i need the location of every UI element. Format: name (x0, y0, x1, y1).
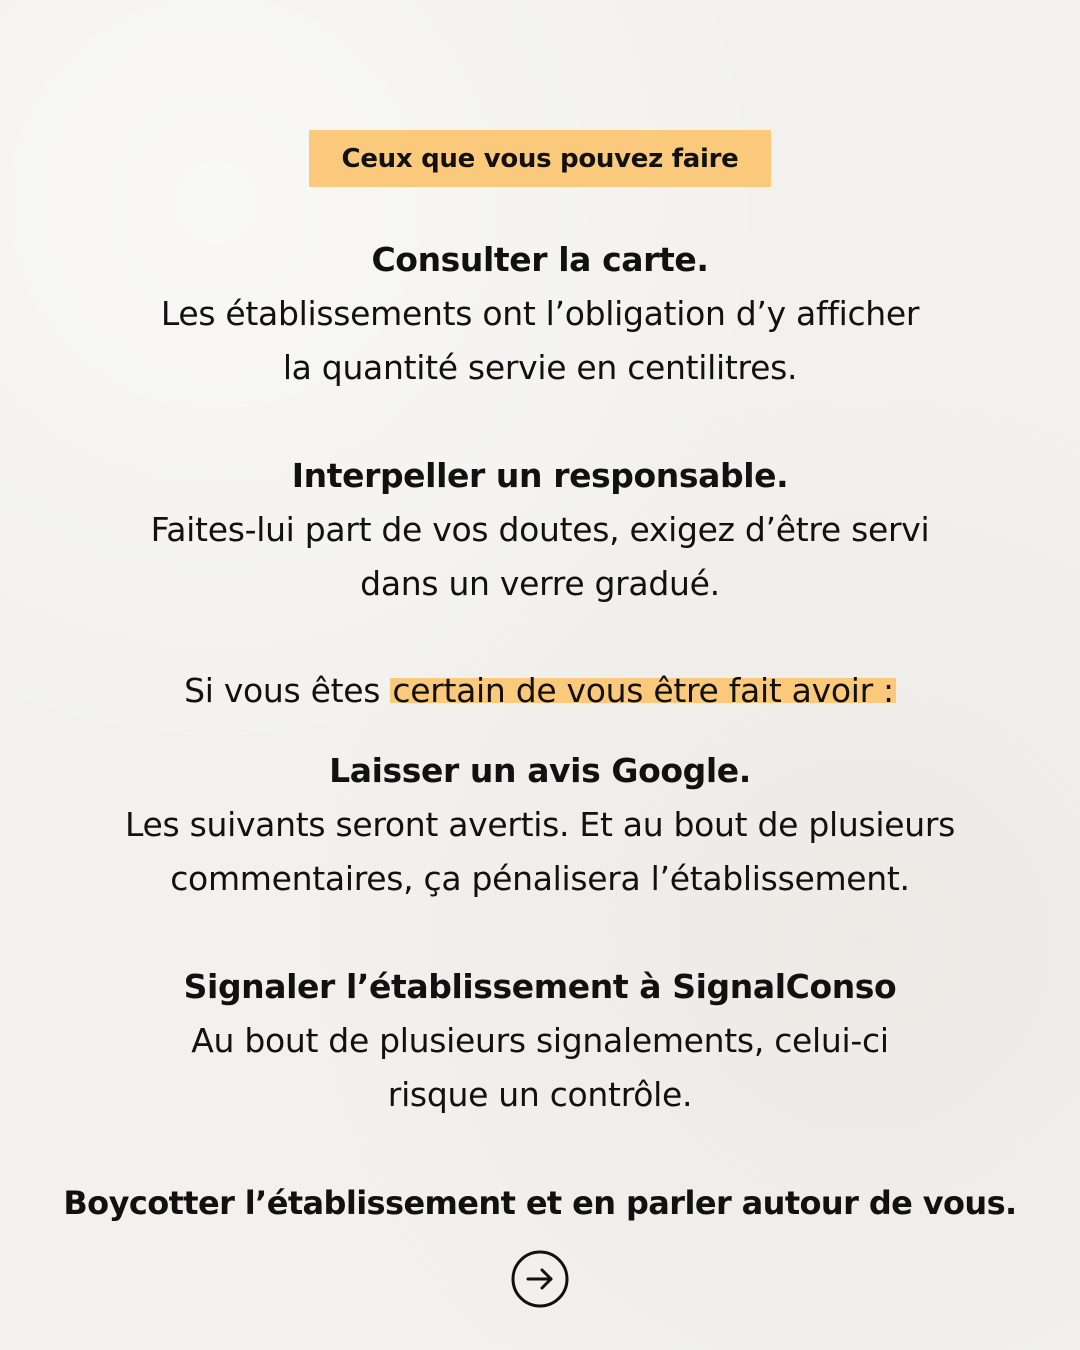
action-description-line: Au bout de plusieurs signalements, celui-ci (191, 1021, 889, 1060)
section-badge-label: Ceux que vous pouvez faire (341, 143, 739, 174)
section-badge (309, 130, 771, 187)
condition-statement (0, 664, 1080, 718)
action-description-line: risque un contrôle. (387, 1075, 693, 1114)
action-title: Signaler l’établissement à SignalConso (183, 967, 897, 1006)
action-item-consult-menu (0, 233, 1080, 395)
condition-highlight: certain de vous être fait avoir : (392, 671, 894, 710)
action-description-line: la quantité servie en centilitres. (282, 348, 798, 387)
action-item-signalconso (0, 960, 1080, 1122)
action-description-line: Les établissements ont l’obligation d’y afficher (160, 294, 920, 333)
action-title: Consulter la carte. (371, 240, 709, 279)
action-item-google-review (0, 744, 1080, 906)
action-item-boycott (0, 1176, 1080, 1230)
action-title: Interpeller un responsable. (291, 456, 789, 495)
next-button[interactable] (511, 1250, 569, 1308)
action-description-line: dans un verre gradué. (360, 564, 720, 603)
action-title: Laisser un avis Google. (329, 751, 751, 790)
action-description-line: Les suivants seront avertis. Et au bout de plusieurs (124, 805, 956, 844)
action-description-line: Faites-lui part de vos doutes, exigez d’être servi (150, 510, 930, 549)
closing-title: Boycotter l’établissement et en parler autour de vous. (63, 1184, 1017, 1222)
action-description-line: commentaires, ça pénalisera l’établissement. (170, 859, 910, 898)
arrow-right-circle-icon (511, 1250, 569, 1308)
condition-prefix: Si vous êtes (184, 671, 391, 710)
action-item-call-manager (0, 449, 1080, 611)
